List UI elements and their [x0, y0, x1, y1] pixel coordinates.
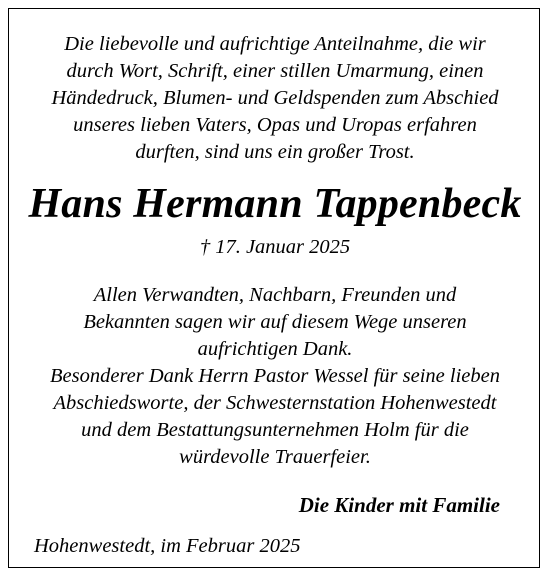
thanks-line: Besonderer Dank Herrn Pastor Wessel für seine lieben	[50, 365, 500, 387]
thanks-line: Abschiedsworte, der Schwesternstation Hohenwestedt	[53, 392, 497, 414]
place-date: Hohenwestedt, im Februar 2025	[34, 535, 301, 557]
intro-line: durften, sind uns ein großer Trost.	[135, 141, 415, 163]
intro-line: Die liebevolle und aufrichtige Anteilnahme, die wir	[64, 33, 486, 55]
thanks-line: aufrichtigen Dank.	[197, 338, 353, 360]
thanks-line: würdevolle Trauerfeier.	[179, 446, 371, 468]
intro-line: Händedruck, Blumen- und Geldspenden zum Abschied	[51, 87, 499, 109]
intro-line: unseres lieben Vaters, Opas und Uropas erfahren	[73, 114, 477, 136]
thanks-line: Bekannten sagen wir auf diesem Wege unseren	[83, 311, 467, 333]
intro-paragraph	[0, 31, 550, 166]
signature: Die Kinder mit Familie	[298, 493, 500, 517]
intro-line: durch Wort, Schrift, einer stillen Umarmung, einen	[66, 60, 484, 82]
deceased-name: Hans Hermann Tappenbeck	[28, 181, 522, 227]
thanks-line: und dem Bestattungsunternehmen Holm für die	[81, 419, 469, 441]
thanks-line: Allen Verwandten, Nachbarn, Freunden und	[93, 284, 457, 306]
thanks-paragraph	[0, 282, 550, 471]
death-date: † 17. Januar 2025	[199, 236, 351, 258]
